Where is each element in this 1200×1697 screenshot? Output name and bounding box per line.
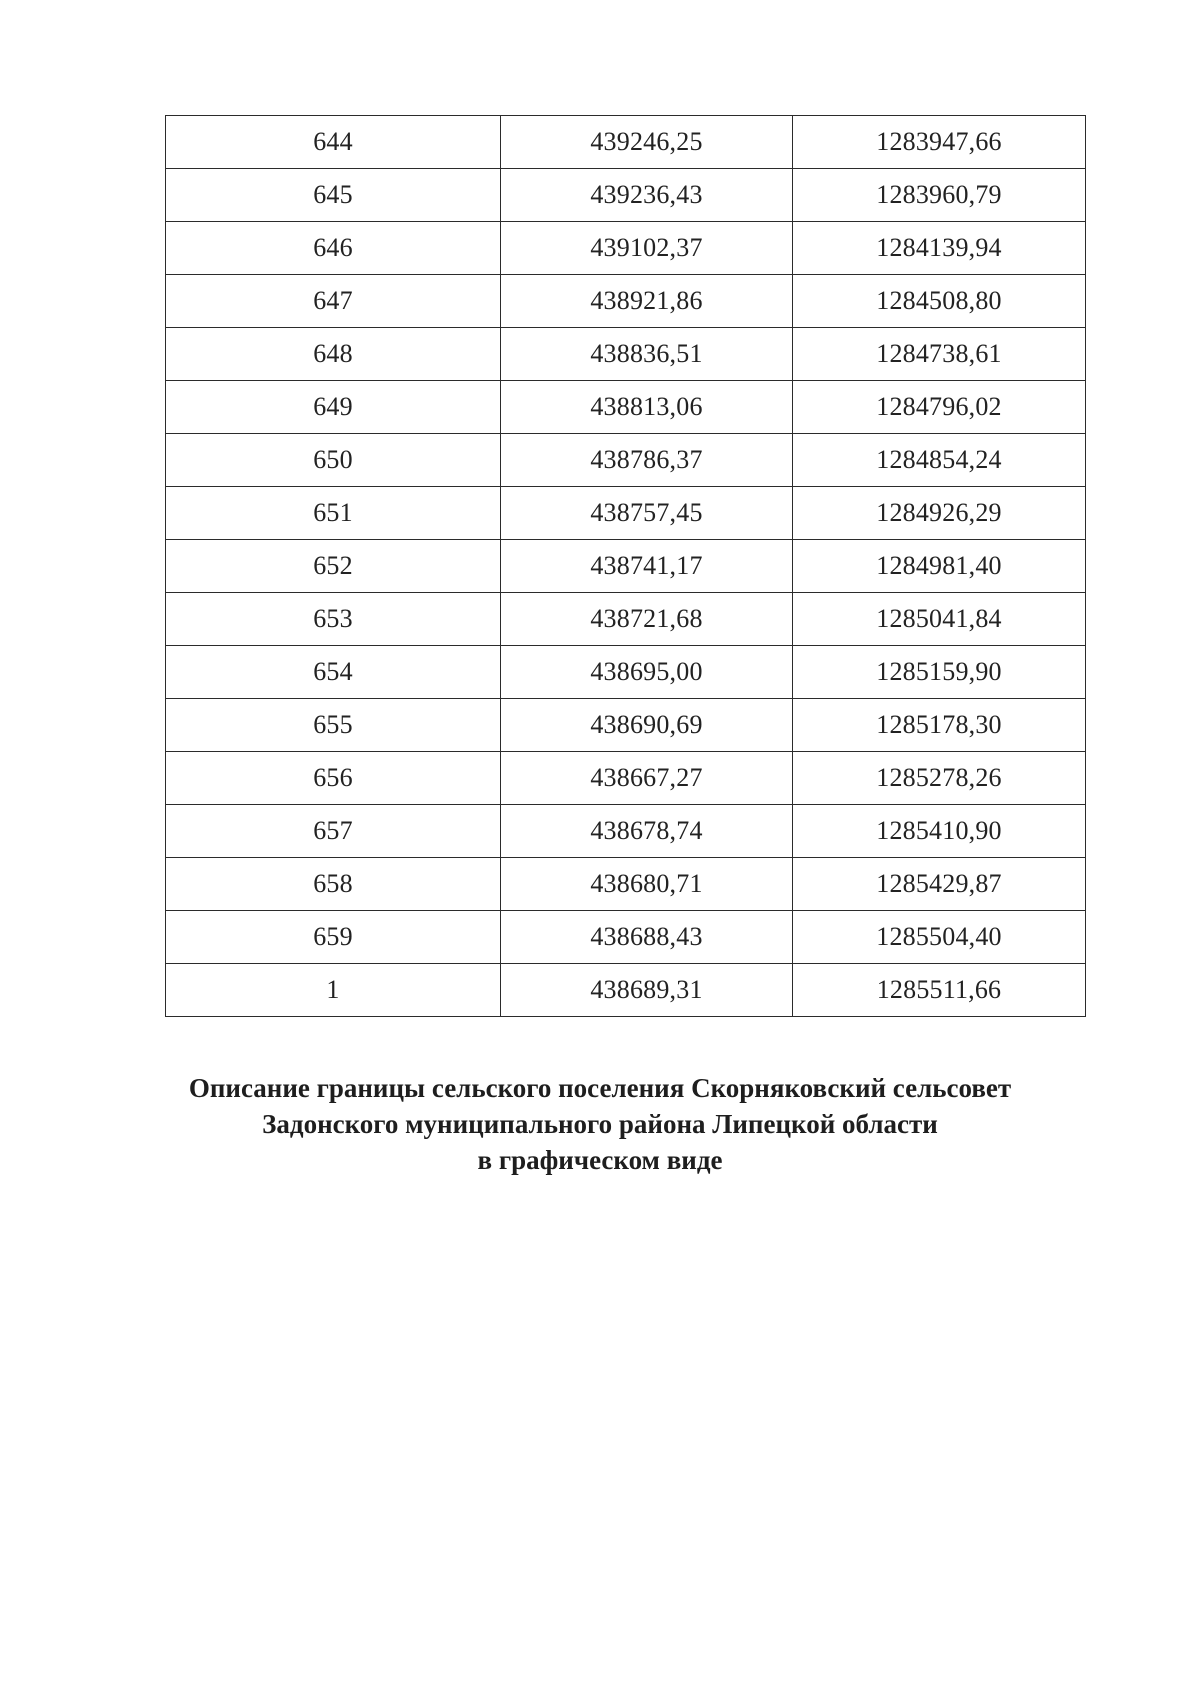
point-number-cell: 653 bbox=[166, 593, 501, 646]
point-number-cell: 1 bbox=[166, 964, 501, 1017]
point-number-cell: 654 bbox=[166, 646, 501, 699]
table-row bbox=[166, 540, 1086, 593]
point-number-cell: 658 bbox=[166, 858, 501, 911]
x-coordinate-cell: 438741,17 bbox=[501, 540, 793, 593]
y-coordinate-cell: 1285041,84 bbox=[793, 593, 1086, 646]
y-coordinate-cell: 1284796,02 bbox=[793, 381, 1086, 434]
y-coordinate-cell: 1284981,40 bbox=[793, 540, 1086, 593]
y-coordinate-cell: 1285278,26 bbox=[793, 752, 1086, 805]
table-row bbox=[166, 964, 1086, 1017]
x-coordinate-cell: 439236,43 bbox=[501, 169, 793, 222]
x-coordinate-cell: 438689,31 bbox=[501, 964, 793, 1017]
x-coordinate-cell: 438688,43 bbox=[501, 911, 793, 964]
table-row bbox=[166, 275, 1086, 328]
table-row bbox=[166, 169, 1086, 222]
y-coordinate-cell: 1284139,94 bbox=[793, 222, 1086, 275]
table-row bbox=[166, 805, 1086, 858]
x-coordinate-cell: 438757,45 bbox=[501, 487, 793, 540]
point-number-cell: 646 bbox=[166, 222, 501, 275]
y-coordinate-cell: 1284854,24 bbox=[793, 434, 1086, 487]
x-coordinate-cell: 438721,68 bbox=[501, 593, 793, 646]
y-coordinate-cell: 1285429,87 bbox=[793, 858, 1086, 911]
y-coordinate-cell: 1283947,66 bbox=[793, 116, 1086, 169]
x-coordinate-cell: 438690,69 bbox=[501, 699, 793, 752]
y-coordinate-cell: 1285511,66 bbox=[793, 964, 1086, 1017]
x-coordinate-cell: 438813,06 bbox=[501, 381, 793, 434]
x-coordinate-cell: 438667,27 bbox=[501, 752, 793, 805]
caption-line-1: Описание границы сельского поселения Скорняковский сельсовет bbox=[188, 1073, 1012, 1103]
point-number-cell: 647 bbox=[166, 275, 501, 328]
y-coordinate-cell: 1284508,80 bbox=[793, 275, 1086, 328]
x-coordinate-cell: 438786,37 bbox=[501, 434, 793, 487]
y-coordinate-cell: 1285504,40 bbox=[793, 911, 1086, 964]
table-row bbox=[166, 752, 1086, 805]
point-number-cell: 657 bbox=[166, 805, 501, 858]
x-coordinate-cell: 438921,86 bbox=[501, 275, 793, 328]
table-row bbox=[166, 222, 1086, 275]
x-coordinate-cell: 438678,74 bbox=[501, 805, 793, 858]
x-coordinate-cell: 438695,00 bbox=[501, 646, 793, 699]
table-row bbox=[166, 911, 1086, 964]
point-number-cell: 656 bbox=[166, 752, 501, 805]
caption-line-2: Задонского муниципального района Липецкой области bbox=[262, 1109, 938, 1139]
table-row bbox=[166, 646, 1086, 699]
x-coordinate-cell: 439246,25 bbox=[501, 116, 793, 169]
point-number-cell: 651 bbox=[166, 487, 501, 540]
table-row bbox=[166, 699, 1086, 752]
table-row bbox=[166, 116, 1086, 169]
point-number-cell: 649 bbox=[166, 381, 501, 434]
section-caption bbox=[0, 1070, 1200, 1178]
y-coordinate-cell: 1284926,29 bbox=[793, 487, 1086, 540]
table-row bbox=[166, 858, 1086, 911]
x-coordinate-cell: 438836,51 bbox=[501, 328, 793, 381]
point-number-cell: 655 bbox=[166, 699, 501, 752]
caption-line-3: в графическом виде bbox=[477, 1145, 723, 1175]
point-number-cell: 648 bbox=[166, 328, 501, 381]
y-coordinate-cell: 1283960,79 bbox=[793, 169, 1086, 222]
point-number-cell: 659 bbox=[166, 911, 501, 964]
point-number-cell: 650 bbox=[166, 434, 501, 487]
table-row bbox=[166, 434, 1086, 487]
y-coordinate-cell: 1285410,90 bbox=[793, 805, 1086, 858]
coordinates-table-body bbox=[166, 116, 1086, 1017]
y-coordinate-cell: 1285178,30 bbox=[793, 699, 1086, 752]
coordinates-table bbox=[165, 115, 1086, 1017]
table-row bbox=[166, 381, 1086, 434]
point-number-cell: 645 bbox=[166, 169, 501, 222]
table-row bbox=[166, 328, 1086, 381]
point-number-cell: 652 bbox=[166, 540, 501, 593]
table-row bbox=[166, 593, 1086, 646]
x-coordinate-cell: 438680,71 bbox=[501, 858, 793, 911]
y-coordinate-cell: 1284738,61 bbox=[793, 328, 1086, 381]
table-row bbox=[166, 487, 1086, 540]
point-number-cell: 644 bbox=[166, 116, 501, 169]
y-coordinate-cell: 1285159,90 bbox=[793, 646, 1086, 699]
x-coordinate-cell: 439102,37 bbox=[501, 222, 793, 275]
